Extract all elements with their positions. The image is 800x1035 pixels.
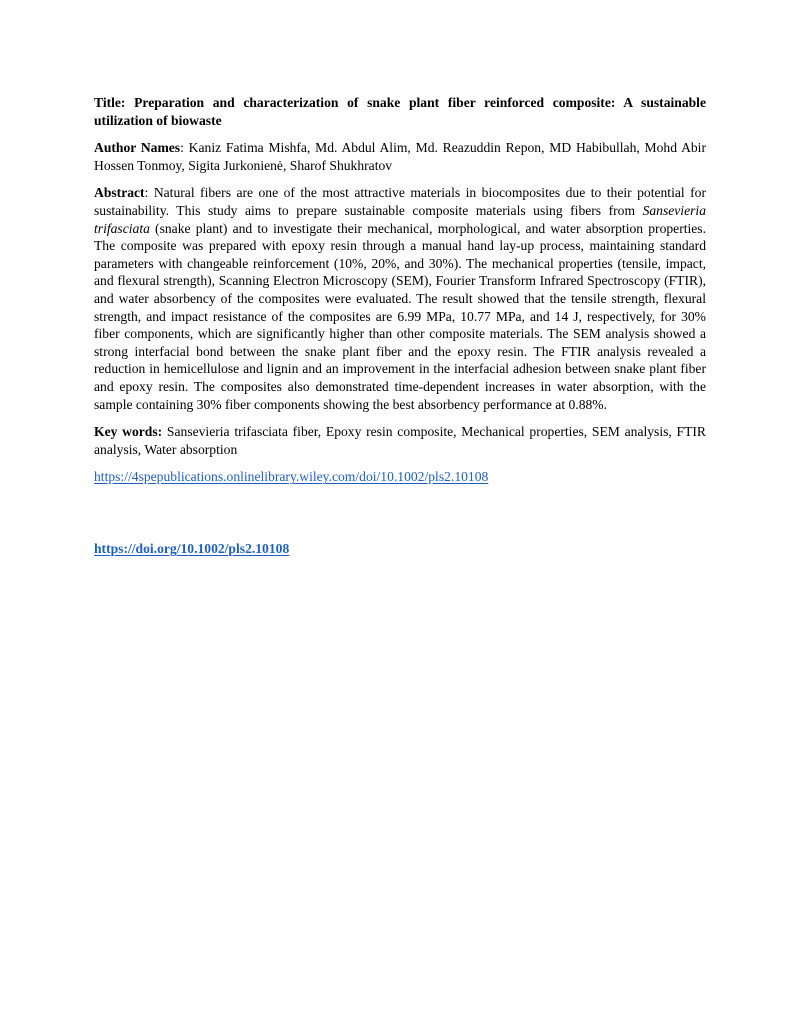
abstract-paragraph — [94, 184, 706, 413]
abstract-text-rest: (snake plant) and to investigate their mechanical, morphological, and water absorption properties. The composite was prepared with epoxy resin through a manual hand lay-up process, maintaining standard parameters with changeable reinforcement (10%, 20%, and 30%). The mechanical properties (tensile, impact, and flexural strength), Scanning Electron Microscopy (SEM), Fourier Transform Infrared Spectroscopy (FTIR), and water absorbency of the composites were evaluated. The result showed that the tensile strength, flexural strength, and impact resistance of the composites are 6.99 MPa, 10.77 MPa, and 14 J, respectively, for 30% fiber components, which are significantly higher than other composite materials. The SEM analysis showed a strong interfacial bond between the snake plant fiber and the epoxy resin. The FTIR analysis revealed a reduction in hemicellulose and lignin and an improvement in the interfacial adhesion between snake plant fiber and epoxy resin. The composites also demonstrated time-dependent increases in water absorption, with the sample containing 30% fiber components showing the best absorbency performance at 0.88%. — [94, 220, 706, 412]
authors-separator: : — [180, 140, 189, 156]
title-text: Preparation and characterization of snake plant fiber reinforced composite: A sustainable utilization of biowaste — [94, 95, 706, 128]
wiley-article-link[interactable]: https://4spepublications.onlinelibrary.wiley.com/doi/10.1002/pls2.10108 — [94, 469, 489, 485]
wiley-link-row — [94, 468, 706, 486]
doi-link-row — [94, 540, 706, 558]
abstract-label: Abstract — [94, 185, 145, 201]
doi-link[interactable]: https://doi.org/10.1002/pls2.10108 — [94, 540, 290, 556]
abstract-species-name: Sansevieria trifasciata — [94, 202, 706, 236]
authors-label: Author Names — [94, 140, 181, 156]
document-page — [94, 94, 706, 557]
title-label: Title: — [94, 95, 126, 110]
title-paragraph — [94, 94, 706, 129]
authors-text: Kaniz Fatima Mishfa, Md. Abdul Alim, Md. Reazuddin Repon, MD Habibullah, Mohd Abir Hossen Tonmoy, Sigita Jurkonienė, Sharof Shukhratov — [94, 140, 706, 173]
abstract-separator: : — [144, 185, 154, 201]
keywords-paragraph — [94, 423, 706, 458]
abstract-text-start: Natural fibers are one of the most attractive materials in biocomposites due to their potential for sustainability. This study aims to prepare sustainable composite materials using fibers from — [94, 185, 706, 218]
keywords-text: Sansevieria trifasciata fiber, Epoxy resin composite, Mechanical properties, SEM analysis, FTIR analysis, Water absorption — [94, 424, 706, 457]
authors-paragraph — [94, 139, 706, 174]
keywords-label: Key words: — [94, 424, 163, 440]
